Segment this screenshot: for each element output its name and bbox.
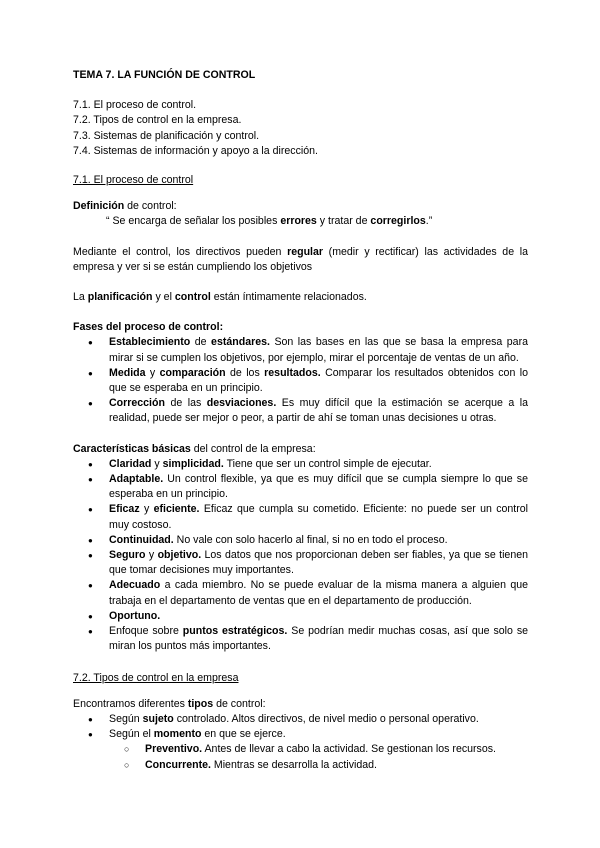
list-item: ● Según el momento en que se ejerce. ○ Preventivo. Antes de llevar a cabo la actividad. Se gestionan los recursos. ○ Concurrente. Mientras se desarrolla la actividad. — [109, 727, 528, 773]
paragraph-planning: La planificación y el control están íntimamente relacionados. — [73, 291, 367, 304]
list-item: ● Seguro y objetivo. Los datos que nos proporcionan deben ser fiables, ya que se tienen que tomar decisiones muy importantes. — [109, 548, 528, 578]
toc-item: 7.1. El proceso de control. — [73, 99, 197, 112]
section-heading-7-2: 7.2. Tipos de control en la empresa — [73, 671, 239, 684]
list-item: ● Claridad y simplicidad. Tiene que ser un control simple de ejecutar. — [109, 457, 528, 472]
list-item: ● Eficaz y eficiente. Eficaz que cumpla su cometido. Eficiente: no puede ser un control muy costoso. — [109, 502, 528, 532]
list-item: ● Según sujeto controlado. Altos directivos, de nivel medio o personal operativo. — [109, 712, 528, 727]
list-item: ● Adaptable. Un control flexible, ya que es muy difícil que se cumpla siempre lo que se esperaba en un principio. — [109, 472, 528, 502]
list-item: ● Corrección de las desviaciones. Es muy difícil que la estimación se acerque a la realidad, puede ser mejor o peor, a partir de ahí se toman unas decisiones u otras. — [109, 396, 528, 426]
list-item: ● Adecuado a cada miembro. No se puede evaluar de la misma manera a alguien que trabaja en el departamento de ventas que en el departamento de producción. — [109, 578, 528, 608]
paragraph-regular: Mediante el control, los directivos pueden regular (medir y rectificar) las actividades de la empresa y ver si se están cumpliendo los objetivos — [73, 245, 528, 273]
phases-heading: Fases del proceso de control: — [73, 321, 224, 334]
document-page — [73, 68, 528, 773]
toc-item: 7.4. Sistemas de información y apoyo a la dirección. — [73, 144, 318, 157]
characteristics-heading: Características básicas del control de la empresa: — [73, 442, 316, 455]
definition-label: Definición de control: — [73, 200, 177, 213]
list-item: ● Establecimiento de estándares. Son las bases en las que se basa la empresa para mirar si se cumplen los objetivos, por ejemplo, mirar el porcentaje de ventas de un año. — [109, 335, 528, 365]
toc-item: 7.2. Tipos de control en la empresa. — [73, 114, 242, 127]
list-item: ● Continuidad. No vale con solo hacerlo al final, si no en todo el proceso. — [109, 533, 528, 548]
table-of-contents — [73, 98, 528, 159]
sub-list-item: ○ Concurrente. Mientras se desarrolla la actividad. — [145, 758, 528, 773]
definition-quote: “ Se encarga de señalar los posibles errores y tratar de corregirlos.” — [106, 215, 433, 228]
sub-list-item: ○ Preventivo. Antes de llevar a cabo la actividad. Se gestionan los recursos. — [145, 742, 528, 757]
list-item: ● Oportuno. — [109, 609, 528, 624]
toc-item: 7.3. Sistemas de planificación y control. — [73, 129, 260, 142]
document-title: TEMA 7. LA FUNCIÓN DE CONTROL — [73, 69, 256, 81]
types-intro: Encontramos diferentes tipos de control: — [73, 697, 266, 710]
section-heading-7-1: 7.1. El proceso de control — [73, 174, 194, 187]
phases-list — [73, 335, 528, 426]
list-item: ● Medida y comparación de los resultados. Comparar los resultados obtenidos con lo que se esperaba en un principio. — [109, 366, 528, 396]
types-list — [73, 712, 528, 773]
list-item: ● Enfoque sobre puntos estratégicos. Se podrían medir muchas cosas, así que solo se miran los puntos más importantes. — [109, 624, 528, 654]
sub-list — [109, 742, 528, 772]
characteristics-list — [73, 457, 528, 655]
